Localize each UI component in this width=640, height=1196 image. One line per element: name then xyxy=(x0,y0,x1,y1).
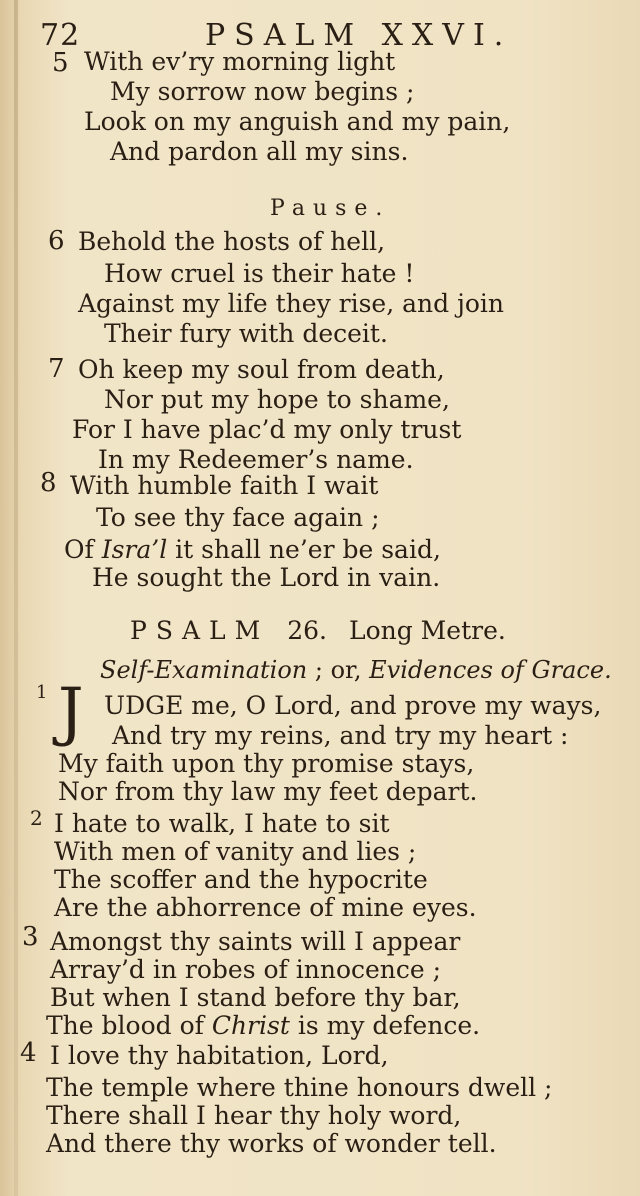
verse-number: 1 xyxy=(36,682,48,703)
verse-line: The blood of Christ is my defence. xyxy=(46,1011,481,1040)
verse-line: Oh keep my soul from death, xyxy=(78,355,445,384)
verse-line: Of Isra’l it shall ne’er be said, xyxy=(64,535,441,564)
verse-number: 6 xyxy=(48,226,65,256)
verse-number: 7 xyxy=(48,354,65,384)
page-number: 72 xyxy=(40,18,81,53)
verse-line: The scoffer and the hypocrite xyxy=(54,865,428,894)
verse-line: But when I stand before thy bar, xyxy=(50,983,461,1012)
verse-line: In my Redeemer’s name. xyxy=(98,445,414,474)
verse-number: 8 xyxy=(40,468,57,498)
verse-line: And pardon all my sins. xyxy=(110,137,409,166)
verse-number: 2 xyxy=(30,806,43,830)
pause-label: Pause. xyxy=(270,196,391,221)
verse-line: There shall I hear thy holy word, xyxy=(46,1101,462,1130)
verse-line: Behold the hosts of hell, xyxy=(78,227,386,256)
verse-line: And try my reins, and try my heart : xyxy=(112,721,569,750)
verse-number: 3 xyxy=(22,922,39,952)
verse-line: Nor put my hope to shame, xyxy=(104,385,450,414)
verse-line: With humble faith I wait xyxy=(70,471,379,500)
verse-line: The temple where thine honours dwell ; xyxy=(46,1073,553,1102)
verse-line: My sorrow now begins ; xyxy=(110,77,415,106)
psalm-heading: PSALM 26. Long Metre. xyxy=(130,616,506,645)
verse-line: To see thy face again ; xyxy=(96,503,380,532)
drop-cap: J xyxy=(58,675,84,749)
verse-line: Nor from thy law my feet depart. xyxy=(58,777,478,806)
verse-line: With ev’ry morning light xyxy=(84,47,396,76)
verse-line: Look on my anguish and my pain, xyxy=(84,107,511,136)
psalm-subtitle: Self-Examination ; or, Evidences of Grace. xyxy=(100,656,612,684)
page-gutter xyxy=(14,0,18,1196)
verse-line: Are the abhorrence of mine eyes. xyxy=(54,893,477,922)
verse-line: My faith upon thy promise stays, xyxy=(58,749,475,778)
verse-line: I hate to walk, I hate to sit xyxy=(54,809,390,838)
verse-line: How cruel is their hate ! xyxy=(104,259,415,288)
verse-line: I love thy habitation, Lord, xyxy=(50,1041,389,1070)
proper-name: Isra’l xyxy=(101,535,168,564)
verse-line: Array’d in robes of innocence ; xyxy=(50,955,442,984)
verse-line: Their fury with deceit. xyxy=(104,319,388,348)
verse-line: And there thy works of wonder tell. xyxy=(46,1129,497,1158)
verse-line: UDGE me, O Lord, and prove my ways, xyxy=(104,691,602,720)
verse-line: With men of vanity and lies ; xyxy=(54,837,417,866)
verse-number: 5 xyxy=(52,48,69,78)
verse-line: For I have plac’d my only trust xyxy=(72,415,462,444)
running-title: PSALM XXVI. xyxy=(205,18,513,53)
verse-line: He sought the Lord in vain. xyxy=(92,563,441,592)
proper-name: Christ xyxy=(211,1011,290,1040)
verse-line: Against my life they rise, and join xyxy=(78,289,504,318)
verse-number: 4 xyxy=(20,1038,37,1068)
verse-line: Amongst thy saints will I appear xyxy=(50,927,461,956)
